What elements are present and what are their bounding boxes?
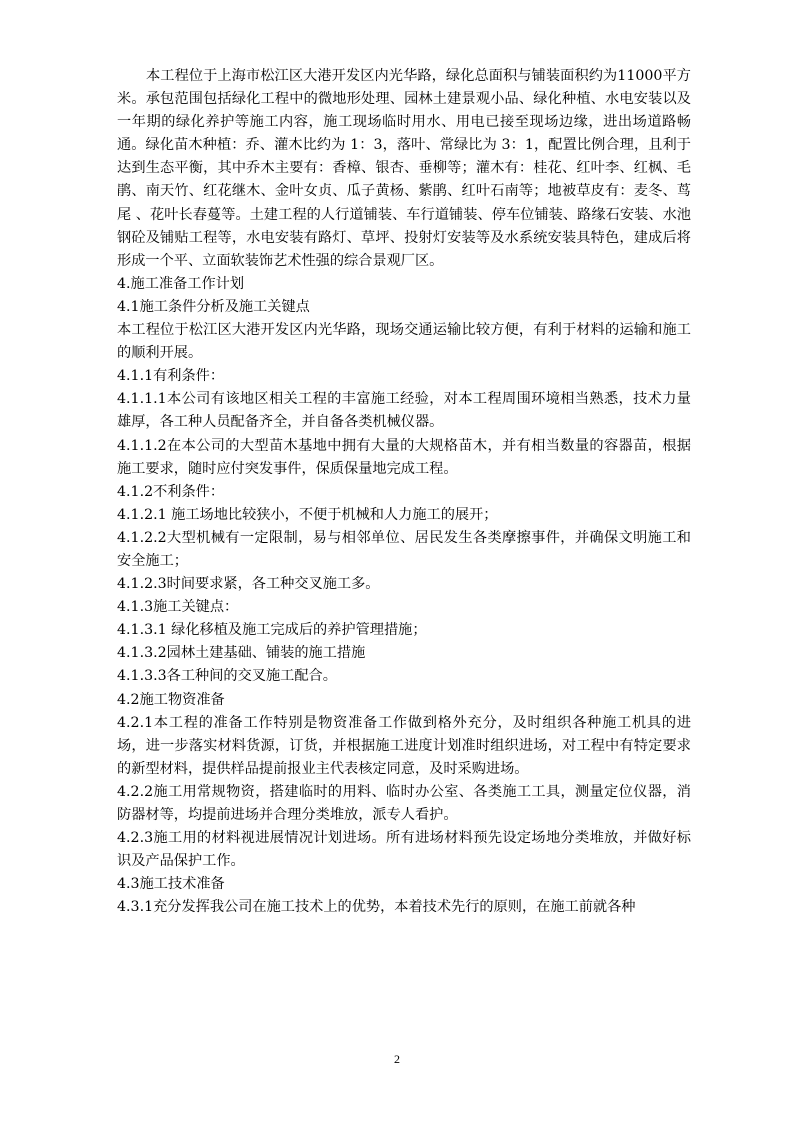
heading-section-4-1-1: 4.1.1有利条件： [117,368,225,385]
paragraph-project-overview: 本工程位于上海市松江区大港开发区内光华路，绿化总面积与铺装面积约为11000平方米。承包范围包括绿化工程中的微地形处理、园林土建景观小品、绿化种植、水电安装以及一年期的绿化养护等施工内容，施工现场临时用水、用电已接至现场边缘，进出场道路畅通。绿化苗木种植：乔、灌木比约为 1：3，落叶、常绿比为 3：1，配置比例合理，且利于达到生态平衡，其中乔木主要有：香樟、银杏、垂柳等；灌木有：桂花、红叶李、红枫、毛鹃、南天竹、红花继木、金叶女贞、瓜子黄杨、紫鹃、红叶石南等；地被草皮有：麦冬、茑尾 、花叶长春蔓等。土建工程的人行道铺装、车行道铺装、停车位铺装、路缘石安装、水池钢砼及铺贴工程等，水电安装有路灯、草坪、投射灯安装等及水系统安装具特色，建成后将形成一个平、立面软装饰艺术性强的综合景观厂区。 [117,68,691,269]
heading-section-4-1: 4.1施工条件分析及施工关键点 [117,298,310,315]
paragraph-4-1-3-3: 4.1.3.3各工种间的交叉施工配合。 [117,668,337,685]
paragraph-4-1-2-3: 4.1.2.3时间要求紧，各工种交叉施工多。 [117,576,380,593]
paragraph-4-1-3-2: 4.1.3.2园林土建基础、铺装的施工措施 [117,645,366,662]
paragraph-4-1-2-2: 4.1.2.2大型机械有一定限制，易与相邻单位、居民发生各类摩擦事件，并确保文明施工和安全施工； [117,529,691,569]
paragraph-4-1-3-1: 4.1.3.1 绿化移植及施工完成后的养护管理措施； [117,622,427,639]
paragraph-4-2-3: 4.2.3施工用的材料视进展情况计划进场。所有进场材料预先设定场地分类堆放，并做好标识及产品保护工作。 [117,830,691,870]
paragraph-4-2-1: 4.2.1本工程的准备工作特别是物资准备工作做到格外充分，及时组织各种施工机具的进场，进一步落实材料货源，订货，并根据施工进度计划准时组织进场，对工程中有特定要求的新型材料，提供样品提前报业主代表核定同意，及时采购进场。 [117,714,691,777]
paragraph-4-1-2-1: 4.1.2.1 施工场地比较狭小，不便于机械和人力施工的展开； [117,506,498,523]
heading-section-4-2: 4.2施工物资准备 [117,691,225,708]
heading-section-4: 4.施工准备工作计划 [117,275,245,292]
heading-section-4-3: 4.3施工技术准备 [117,876,225,893]
paragraph-4-1-1-2: 4.1.1.2在本公司的大型苗木基地中拥有大量的大规格苗木，并有相当数量的容器苗，根据施工要求，随时应付突发事件，保质保量地完成工程。 [117,437,691,477]
document-body [117,65,691,919]
paragraph-4-2-2: 4.2.2施工用常规物资，搭建临时的用料、临时办公室、各类施工工具，测量定位仪器，消防器材等，均提前进场并合理分类堆放，派专人看护。 [117,783,691,823]
paragraph-4-1-1-1: 4.1.1.1本公司有该地区相关工程的丰富施工经验，对本工程周围环境相当熟悉，技术力量雄厚，各工种人员配备齐全，并自备各类机械仪器。 [117,391,691,431]
paragraph-4-3-1: 4.3.1充分发挥我公司在施工技术上的优势，本着技术先行的原则，在施工前就各种 [117,899,636,916]
heading-section-4-1-3: 4.1.3施工关键点： [117,599,239,616]
paragraph-site-location: 本工程位于松江区大港开发区内光华路，现场交通运输比较方便，有利于材料的运输和施工的顺利开展。 [117,322,691,362]
page-number: 2 [394,1052,400,1066]
heading-section-4-1-2: 4.1.2不利条件： [117,483,225,500]
